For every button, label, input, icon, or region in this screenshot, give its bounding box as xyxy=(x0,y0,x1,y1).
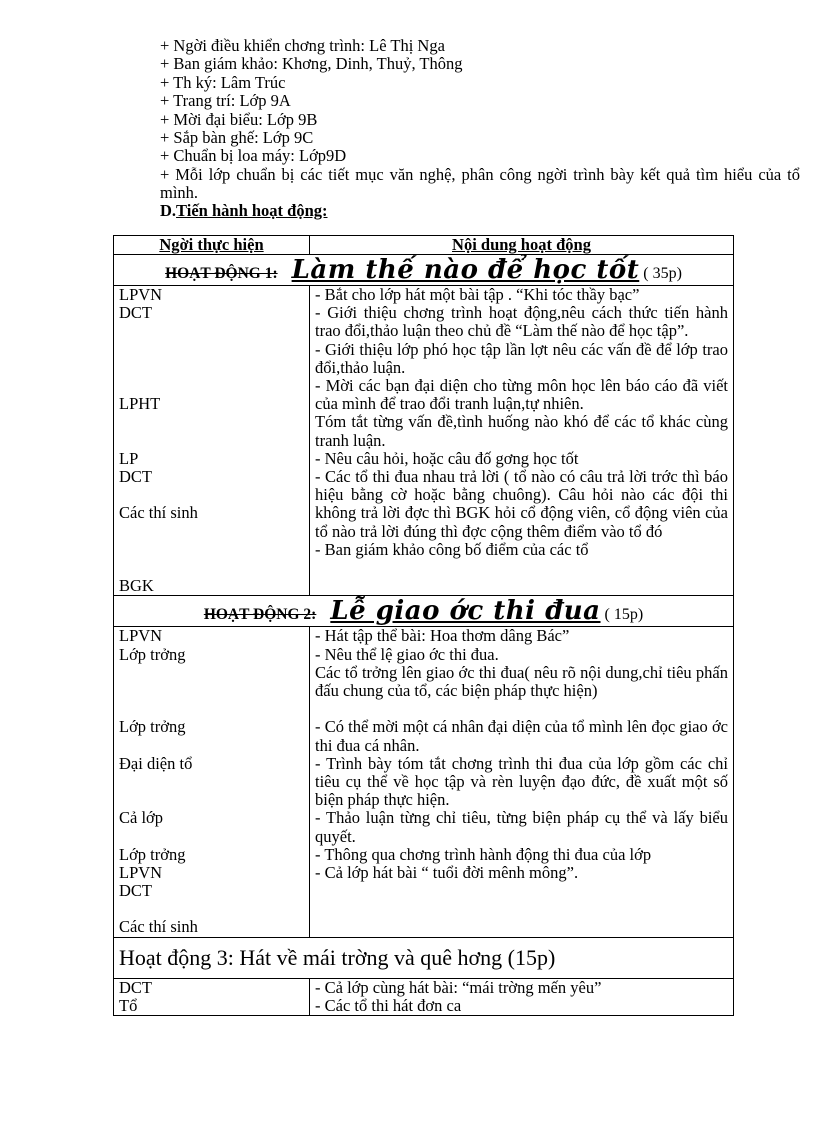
table-header-row xyxy=(114,236,734,255)
performer: Cả lớp xyxy=(119,808,164,828)
activity2-title-row xyxy=(114,596,734,627)
activity3-title-row xyxy=(114,937,734,978)
performer: LPVN xyxy=(119,285,163,304)
performer: Lớp trởng xyxy=(119,644,186,664)
activity1-title: Làm thế nào để học tốt xyxy=(291,255,640,285)
content-line: - Thông qua chơng trình hành động thi đua của lớp xyxy=(315,844,652,864)
intro-line: + Chuẩn bị loa máy: Lớp9D xyxy=(160,146,347,166)
content-line: - Thảo luận từng chỉ tiêu, từng biện pháp cụ thể và lấy biểu quyết. xyxy=(315,808,728,846)
content-line: - Ban giám khảo công bố điểm của các tổ xyxy=(315,539,589,559)
performer: LPVN xyxy=(119,862,163,882)
content-line: - Mời các bạn đại diện cho từng môn học lên báo cáo đã viết của mình để trao đổi tranh luận,tự nhiên. xyxy=(315,376,728,414)
performer: Tổ xyxy=(119,995,138,1015)
section-heading xyxy=(160,201,328,221)
header-performer: Ngời thực hiện xyxy=(114,236,310,255)
activity1-time: ( 35p) xyxy=(643,265,682,282)
performer: LPHT xyxy=(119,394,161,414)
content-line: - Hát tập thể bài: Hoa thơm dâng Bác” xyxy=(315,626,570,646)
content-line: - Nêu câu hỏi, hoặc câu đố gơng học tốt xyxy=(315,448,579,468)
intro-list xyxy=(160,37,800,203)
content-line: - Nêu thể lệ giao ớc thi đua. xyxy=(315,644,499,664)
activity2-time: ( 15p) xyxy=(604,606,644,624)
activity2-label: HOẠT ĐỘNG 2: xyxy=(203,606,317,624)
performer: DCT xyxy=(119,977,152,997)
intro-line: + Ngời điều khiển chơng trình: Lê Thị Nga xyxy=(160,36,445,55)
content-line: Các tổ trởng lên giao ớc thi đua( nêu rõ nội dung,chỉ tiêu phấn đấu chung của tổ, các biện pháp thực hiện) xyxy=(315,662,728,700)
activity1-label: HOẠT ĐỘNG 1: xyxy=(165,265,278,282)
activity3-title: Hoạt động 3: Hát về mái trờng và quê hơng (15p) xyxy=(114,937,734,978)
performer: Các thí sinh xyxy=(119,917,198,937)
intro-line: + Mời đại biểu: Lớp 9B xyxy=(160,109,318,129)
activity2-title: Lễ giao ớc thi đua xyxy=(330,596,601,627)
performer: DCT xyxy=(119,881,152,901)
intro-line: + Trang trí: Lớp 9A xyxy=(160,91,291,111)
performer: DCT xyxy=(119,466,152,486)
intro-line: + Th ký: Lâm Trúc xyxy=(160,72,286,92)
activity2-performers xyxy=(114,627,310,937)
activity1-content xyxy=(310,286,734,596)
content-line: - Giới thiệu chơng trình hoạt động,nêu cách thức tiến hành trao đổi,thảo luận theo chủ đề “Làm thế nào để học tập”. xyxy=(315,303,728,341)
content-line: - Các tổ thi hát đơn ca xyxy=(315,995,462,1015)
intro-line: + Mỗi lớp chuẩn bị các tiết mục văn nghệ, phân công ngời trình bày kết quả tìm hiểu của tổ mình. xyxy=(160,164,800,203)
content-line: - Có thể mời một cá nhân đại diện của tổ mình lên đọc giao ớc thi đua cá nhân. xyxy=(315,717,728,755)
content-line: - Giới thiệu lớp phó học tập lần lợt nêu các vấn đề để lớp trao đổi,thảo luận. xyxy=(315,339,728,377)
header-content: Nội dung hoạt động xyxy=(310,236,734,255)
performer: Lớp trởng xyxy=(119,844,186,864)
intro-line: + Sắp bàn ghế: Lớp 9C xyxy=(160,128,314,148)
performer: LP xyxy=(119,448,139,468)
performer: Đại diện tổ xyxy=(119,753,193,773)
content-line: Tóm tắt từng vấn đề,tình huống nào khó để các tổ khác cùng tranh luận. xyxy=(315,412,728,450)
content-line: - Các tổ thi đua nhau trả lời ( tổ nào có câu trả lời trớc thì báo hiệu bằng cờ hoặc bằng chuông). Câu hỏi nào các đội thi không trả lời đợc thì BGK hỏi cổ động viên, cổ động viên của tổ nào trả lời đúng thì đợc cộng thêm điểm vào tổ đó xyxy=(315,467,728,541)
content-line: - Trình bày tóm tắt chơng trình thi đua của lớp gồm các chỉ tiêu cụ thể về học tập và rèn luyện đạo đức, đề xuất một số biện pháp thực hiện. xyxy=(315,753,728,810)
activity3-content xyxy=(310,978,734,1015)
activity3-performers xyxy=(114,978,310,1015)
activity2-content xyxy=(310,627,734,937)
activity1-performers xyxy=(114,286,310,596)
activity1-body-row xyxy=(114,286,734,596)
activity3-body-row xyxy=(114,978,734,1015)
performer: DCT xyxy=(119,303,152,323)
section-title: Tiến hành hoạt động: xyxy=(176,201,328,220)
section-prefix: D. xyxy=(160,201,177,220)
content-line: - Bắt cho lớp hát một bài tập . “Khi tóc thầy bạc” xyxy=(315,285,640,304)
activity1-title-row xyxy=(114,255,734,286)
performer: BGK xyxy=(119,576,154,596)
activity2-body-row xyxy=(114,627,734,937)
performer: Các thí sinh xyxy=(119,503,198,523)
activity-table xyxy=(113,235,734,1016)
performer: Lớp trởng xyxy=(119,717,186,737)
content-line: - Cả lớp cùng hát bài: “mái trờng mến yêu” xyxy=(315,977,602,997)
content-line: - Cả lớp hát bài “ tuổi đời mênh mông”. xyxy=(315,862,579,882)
intro-line: + Ban giám khảo: Khơng, Dinh, Thuỷ, Thông xyxy=(160,54,463,74)
performer: LPVN xyxy=(119,626,163,646)
